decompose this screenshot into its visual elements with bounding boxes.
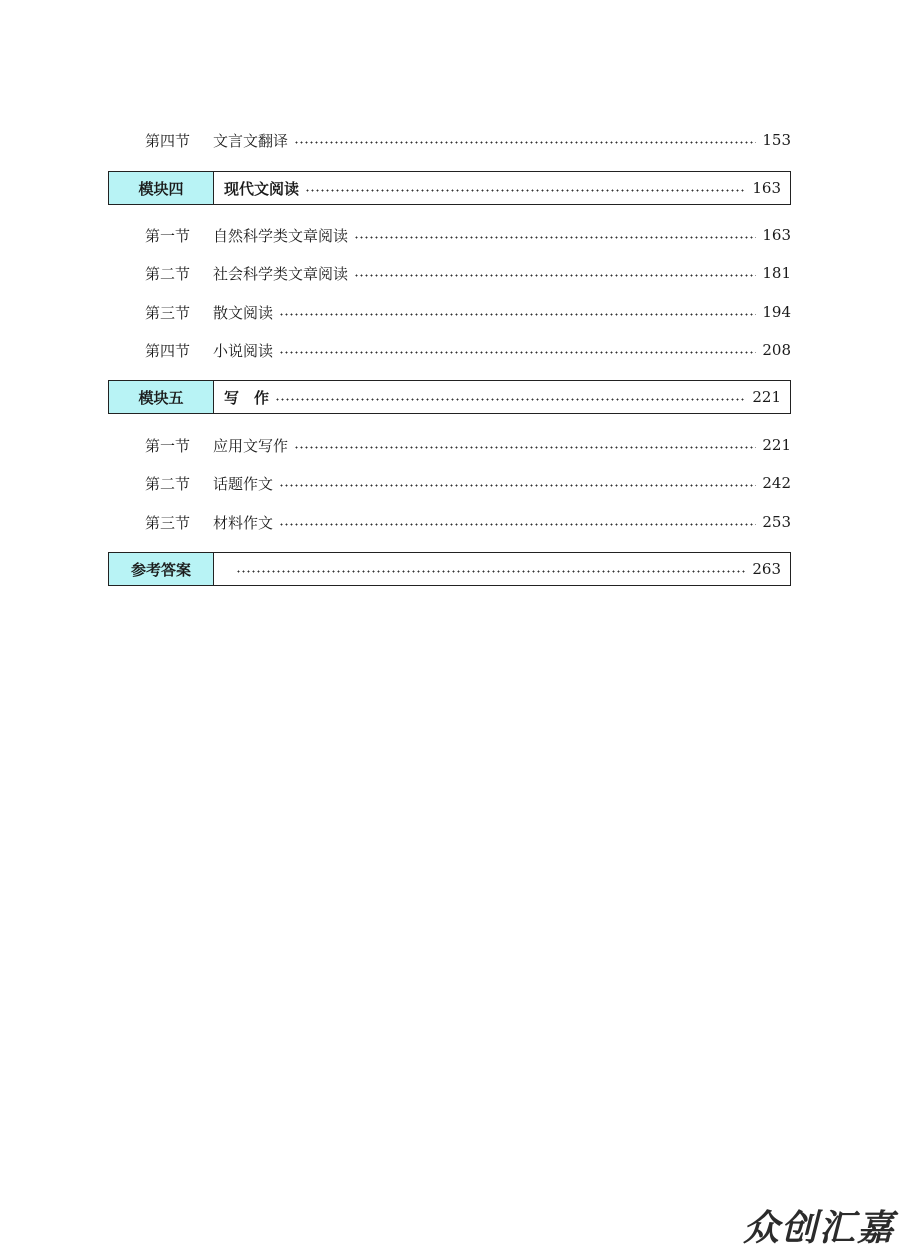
module-body xyxy=(214,553,790,585)
module-entry-5[interactable] xyxy=(108,380,791,414)
page-number: 208 xyxy=(762,341,791,359)
section-number: 第二节 xyxy=(145,474,191,493)
section-title: 自然科学类文章阅读 xyxy=(213,226,349,245)
module-title: 现代文阅读 xyxy=(224,179,300,198)
section-title: 应用文写作 xyxy=(213,436,289,455)
toc-entry[interactable] xyxy=(145,471,791,495)
section-number: 第四节 xyxy=(145,341,191,360)
toc-entry[interactable] xyxy=(145,510,791,534)
dot-leader xyxy=(279,484,756,487)
section-number: 第三节 xyxy=(145,513,191,532)
section-title: 小说阅读 xyxy=(213,341,274,360)
toc-entry[interactable] xyxy=(145,338,791,362)
module-body xyxy=(214,172,790,204)
section-number: 第一节 xyxy=(145,226,191,245)
dot-leader xyxy=(279,313,756,316)
dot-leader xyxy=(305,189,746,192)
page-number: 181 xyxy=(762,264,791,282)
page-number: 163 xyxy=(762,226,791,244)
section-number: 第四节 xyxy=(145,131,191,150)
toc-entry[interactable] xyxy=(145,300,791,324)
page-number: 163 xyxy=(752,179,781,197)
toc-entry[interactable] xyxy=(145,223,791,247)
section-number: 第三节 xyxy=(145,303,191,322)
toc-entry[interactable] xyxy=(145,128,791,152)
module-title: 写 作 xyxy=(224,388,270,407)
module-label: 参考答案 xyxy=(109,553,214,585)
dot-leader xyxy=(275,398,746,401)
dot-leader xyxy=(354,236,756,239)
page-number: 221 xyxy=(762,436,791,454)
section-title: 文言文翻译 xyxy=(213,131,289,150)
module-body xyxy=(214,381,790,413)
answers-entry[interactable] xyxy=(108,552,791,586)
page-number: 221 xyxy=(752,388,781,406)
section-title: 社会科学类文章阅读 xyxy=(213,264,349,283)
dot-leader xyxy=(354,274,756,277)
watermark-logo: 众创汇嘉 xyxy=(742,1208,895,1249)
section-number: 第一节 xyxy=(145,436,191,455)
dot-leader xyxy=(294,141,756,144)
dot-leader xyxy=(294,446,756,449)
dot-leader xyxy=(236,570,746,573)
module-label: 模块五 xyxy=(109,381,214,413)
module-entry-4[interactable] xyxy=(108,171,791,205)
dot-leader xyxy=(279,523,756,526)
section-title: 话题作文 xyxy=(213,474,274,493)
page-number: 153 xyxy=(762,131,791,149)
toc-entry[interactable] xyxy=(145,433,791,457)
page-number: 194 xyxy=(762,303,791,321)
page-number: 242 xyxy=(762,474,791,492)
toc-entry[interactable] xyxy=(145,261,791,285)
module-label: 模块四 xyxy=(109,172,214,204)
page-number: 253 xyxy=(762,513,791,531)
section-title: 散文阅读 xyxy=(213,303,274,322)
dot-leader xyxy=(279,351,756,354)
page-number: 263 xyxy=(752,560,781,578)
section-title: 材料作文 xyxy=(213,513,274,532)
section-number: 第二节 xyxy=(145,264,191,283)
